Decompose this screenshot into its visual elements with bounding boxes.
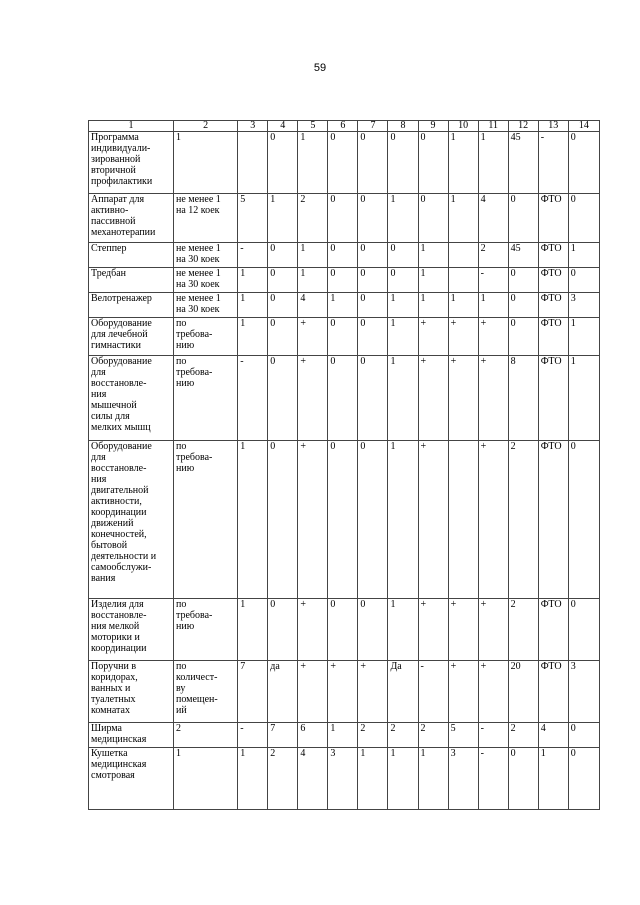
table-cell: 2 bbox=[298, 194, 328, 243]
table-cell: 1 bbox=[388, 748, 418, 810]
table-cell: 0 bbox=[328, 194, 358, 243]
table-cell: 0 bbox=[358, 268, 388, 293]
column-header: 1 bbox=[89, 121, 174, 132]
table-cell: + bbox=[478, 318, 508, 356]
table-row bbox=[89, 356, 600, 441]
table-cell: + bbox=[418, 356, 448, 441]
table-cell: + bbox=[448, 318, 478, 356]
table-cell: 0 bbox=[268, 599, 298, 661]
table-cell: 1 bbox=[298, 243, 328, 268]
table-cell: ФТО bbox=[538, 194, 568, 243]
row-name-cell: Велотренажер bbox=[89, 293, 174, 318]
table-cell: ФТО bbox=[538, 441, 568, 599]
table-cell: + bbox=[418, 318, 448, 356]
table-cell: 4 bbox=[298, 748, 328, 810]
table-cell: 6 bbox=[298, 723, 328, 748]
table-cell: ФТО bbox=[538, 356, 568, 441]
table-cell: 1 bbox=[388, 356, 418, 441]
column-header: 11 bbox=[478, 121, 508, 132]
row-name-cell: Оборудование для восстановле- ния мышечной силы для мелких мышц bbox=[89, 356, 174, 441]
table-row bbox=[89, 194, 600, 243]
table-row bbox=[89, 723, 600, 748]
table-row bbox=[89, 441, 600, 599]
equipment-table bbox=[88, 120, 600, 810]
row-name-cell: Ширма медицинская bbox=[89, 723, 174, 748]
table-cell: + bbox=[448, 599, 478, 661]
table-cell: 4 bbox=[538, 723, 568, 748]
table-cell: 1 bbox=[238, 441, 268, 599]
table-cell: + bbox=[478, 599, 508, 661]
table-cell: 1 bbox=[568, 356, 599, 441]
table-cell: - bbox=[238, 723, 268, 748]
table-cell: 0 bbox=[328, 268, 358, 293]
column-header: 7 bbox=[358, 121, 388, 132]
table-cell: 0 bbox=[328, 441, 358, 599]
table-cell: 0 bbox=[328, 356, 358, 441]
row-name-cell: Программа индивидуали- зированной вторичной профилактики bbox=[89, 132, 174, 194]
table-cell: 0 bbox=[388, 243, 418, 268]
table-cell: + bbox=[478, 356, 508, 441]
table-cell: да bbox=[268, 661, 298, 723]
table-cell: 0 bbox=[418, 132, 448, 194]
table-cell: 1 bbox=[448, 293, 478, 318]
table-cell: 0 bbox=[508, 293, 538, 318]
table-cell: 2 bbox=[508, 723, 538, 748]
table-cell bbox=[448, 268, 478, 293]
table-cell: не менее 1 на 30 коек bbox=[173, 293, 237, 318]
table-cell: 45 bbox=[508, 132, 538, 194]
table-row bbox=[89, 318, 600, 356]
column-header: 10 bbox=[448, 121, 478, 132]
table-cell: по требова- нию bbox=[173, 318, 237, 356]
table-cell: по требова- нию bbox=[173, 599, 237, 661]
table-cell: 0 bbox=[328, 599, 358, 661]
table-cell: + bbox=[358, 661, 388, 723]
table-cell: - bbox=[418, 661, 448, 723]
table-cell: 0 bbox=[358, 441, 388, 599]
table-cell: 1 bbox=[298, 268, 328, 293]
table-cell: 1 bbox=[328, 723, 358, 748]
table-cell bbox=[448, 243, 478, 268]
table-cell: 0 bbox=[418, 194, 448, 243]
table-cell: 0 bbox=[508, 194, 538, 243]
table-cell: 1 bbox=[388, 194, 418, 243]
table-cell: + bbox=[298, 318, 328, 356]
table-cell: 0 bbox=[268, 441, 298, 599]
table-cell: 7 bbox=[268, 723, 298, 748]
table-cell: 2 bbox=[268, 748, 298, 810]
table-cell: 2 bbox=[173, 723, 237, 748]
table-cell: не менее 1 на 30 коек bbox=[173, 243, 237, 268]
header-row bbox=[89, 121, 600, 132]
table-cell: ФТО bbox=[538, 268, 568, 293]
table-cell: ФТО bbox=[538, 599, 568, 661]
table-cell: + bbox=[448, 661, 478, 723]
table-cell: 1 bbox=[173, 132, 237, 194]
table-cell: 0 bbox=[358, 132, 388, 194]
table-cell bbox=[238, 132, 268, 194]
table-cell: 1 bbox=[298, 132, 328, 194]
table-cell: 20 bbox=[508, 661, 538, 723]
table-cell: 0 bbox=[358, 356, 388, 441]
table-cell: 0 bbox=[508, 318, 538, 356]
row-name-cell: Оборудование для лечебной гимнастики bbox=[89, 318, 174, 356]
table-cell: - bbox=[478, 748, 508, 810]
column-header: 5 bbox=[298, 121, 328, 132]
column-header: 14 bbox=[568, 121, 599, 132]
table-cell: 1 bbox=[418, 293, 448, 318]
table-cell: ФТО bbox=[538, 243, 568, 268]
table-cell: 1 bbox=[173, 748, 237, 810]
table-cell: 1 bbox=[418, 268, 448, 293]
table-cell: 2 bbox=[388, 723, 418, 748]
row-name-cell: Кушетка медицинская смотровая bbox=[89, 748, 174, 810]
table-cell: 3 bbox=[568, 661, 599, 723]
table-cell: 1 bbox=[478, 132, 508, 194]
column-header: 8 bbox=[388, 121, 418, 132]
table-cell: 0 bbox=[568, 748, 599, 810]
table-cell: 0 bbox=[358, 318, 388, 356]
table-cell: 0 bbox=[328, 318, 358, 356]
table-cell: 0 bbox=[568, 599, 599, 661]
table-cell: по количест- ву помещен- ий bbox=[173, 661, 237, 723]
table-row bbox=[89, 599, 600, 661]
column-header: 3 bbox=[238, 121, 268, 132]
table-row bbox=[89, 748, 600, 810]
table-cell: 5 bbox=[238, 194, 268, 243]
table-cell: + bbox=[298, 441, 328, 599]
table-cell: ФТО bbox=[538, 293, 568, 318]
table-cell: 0 bbox=[268, 293, 298, 318]
table-cell: 1 bbox=[568, 318, 599, 356]
table-row bbox=[89, 243, 600, 268]
table-cell: по требова- нию bbox=[173, 441, 237, 599]
table-cell: + bbox=[418, 441, 448, 599]
table-cell: 8 bbox=[508, 356, 538, 441]
table-cell: 5 bbox=[448, 723, 478, 748]
table-cell: + bbox=[328, 661, 358, 723]
table-row bbox=[89, 293, 600, 318]
row-name-cell: Аппарат для активно- пассивной механотерапии bbox=[89, 194, 174, 243]
table-cell: 1 bbox=[388, 599, 418, 661]
table-cell: 0 bbox=[358, 194, 388, 243]
table-body bbox=[89, 132, 600, 810]
table-cell: 3 bbox=[568, 293, 599, 318]
table-cell: 1 bbox=[268, 194, 298, 243]
row-name-cell: Поручни в коридорах, ванных и туалетных комнатах bbox=[89, 661, 174, 723]
table-cell: 0 bbox=[328, 132, 358, 194]
table-cell: 0 bbox=[568, 132, 599, 194]
table-cell: 2 bbox=[508, 441, 538, 599]
table-row bbox=[89, 661, 600, 723]
table-cell: 7 bbox=[238, 661, 268, 723]
table-cell: + bbox=[478, 661, 508, 723]
table-cell: - bbox=[478, 723, 508, 748]
table-cell: 1 bbox=[538, 748, 568, 810]
table-cell: 0 bbox=[568, 441, 599, 599]
table-cell: 0 bbox=[568, 194, 599, 243]
table-cell: - bbox=[238, 356, 268, 441]
table-cell: 1 bbox=[238, 293, 268, 318]
table-cell: 1 bbox=[238, 318, 268, 356]
table-cell: 0 bbox=[568, 723, 599, 748]
table-cell: 2 bbox=[418, 723, 448, 748]
table-cell: ФТО bbox=[538, 661, 568, 723]
table-cell: - bbox=[478, 268, 508, 293]
table-cell: 0 bbox=[268, 268, 298, 293]
table-cell: 0 bbox=[268, 356, 298, 441]
table-cell: 0 bbox=[358, 599, 388, 661]
table-cell: + bbox=[418, 599, 448, 661]
table-cell: 4 bbox=[298, 293, 328, 318]
table-cell: 2 bbox=[358, 723, 388, 748]
table-cell: + bbox=[448, 356, 478, 441]
table-cell: 0 bbox=[268, 318, 298, 356]
row-name-cell: Изделия для восстановле- ния мелкой моторики и координации bbox=[89, 599, 174, 661]
table-cell: 0 bbox=[568, 268, 599, 293]
table-cell: по требова- нию bbox=[173, 356, 237, 441]
column-header: 12 bbox=[508, 121, 538, 132]
table-row bbox=[89, 268, 600, 293]
table-cell: 1 bbox=[448, 194, 478, 243]
table-cell: 1 bbox=[388, 441, 418, 599]
row-name-cell: Оборудование для восстановле- ния двигательной активности, координации движений конечностей, бытовой деятельности и самообслужи- вания bbox=[89, 441, 174, 599]
table-cell: 1 bbox=[448, 132, 478, 194]
table-cell: 0 bbox=[388, 132, 418, 194]
table-cell: 1 bbox=[478, 293, 508, 318]
table-header bbox=[89, 121, 600, 132]
table-cell: + bbox=[478, 441, 508, 599]
table-cell: 3 bbox=[448, 748, 478, 810]
table-cell: 0 bbox=[358, 293, 388, 318]
table-cell: 1 bbox=[388, 293, 418, 318]
row-name-cell: Тредбан bbox=[89, 268, 174, 293]
table-cell: 0 bbox=[268, 243, 298, 268]
table-cell: 0 bbox=[508, 268, 538, 293]
table-cell: не менее 1 на 12 коек bbox=[173, 194, 237, 243]
table-cell: 4 bbox=[478, 194, 508, 243]
table-cell: 1 bbox=[568, 243, 599, 268]
table-cell: 1 bbox=[358, 748, 388, 810]
table-cell: + bbox=[298, 356, 328, 441]
column-header: 13 bbox=[538, 121, 568, 132]
column-header: 6 bbox=[328, 121, 358, 132]
table-cell: 3 bbox=[328, 748, 358, 810]
table-cell: 0 bbox=[358, 243, 388, 268]
table-cell: 0 bbox=[268, 132, 298, 194]
table-cell: 2 bbox=[478, 243, 508, 268]
page-number: 59 bbox=[313, 62, 327, 74]
table-cell: не менее 1 на 30 коек bbox=[173, 268, 237, 293]
table-cell: 1 bbox=[238, 268, 268, 293]
table-cell: 1 bbox=[328, 293, 358, 318]
table-row bbox=[89, 132, 600, 194]
table-cell: 1 bbox=[418, 748, 448, 810]
table-cell: - bbox=[538, 132, 568, 194]
table-cell: + bbox=[298, 661, 328, 723]
table-cell: 2 bbox=[508, 599, 538, 661]
table-cell: ФТО bbox=[538, 318, 568, 356]
table-cell: 0 bbox=[508, 748, 538, 810]
column-header: 9 bbox=[418, 121, 448, 132]
table-cell bbox=[448, 441, 478, 599]
table-cell: Да bbox=[388, 661, 418, 723]
column-header: 2 bbox=[173, 121, 237, 132]
table-cell: 1 bbox=[388, 318, 418, 356]
row-name-cell: Степпер bbox=[89, 243, 174, 268]
table-cell: + bbox=[298, 599, 328, 661]
table-cell: 0 bbox=[388, 268, 418, 293]
table-cell: 1 bbox=[418, 243, 448, 268]
column-header: 4 bbox=[268, 121, 298, 132]
table-cell: 1 bbox=[238, 748, 268, 810]
table-cell: - bbox=[238, 243, 268, 268]
table-cell: 0 bbox=[328, 243, 358, 268]
table-cell: 1 bbox=[238, 599, 268, 661]
table-cell: 45 bbox=[508, 243, 538, 268]
